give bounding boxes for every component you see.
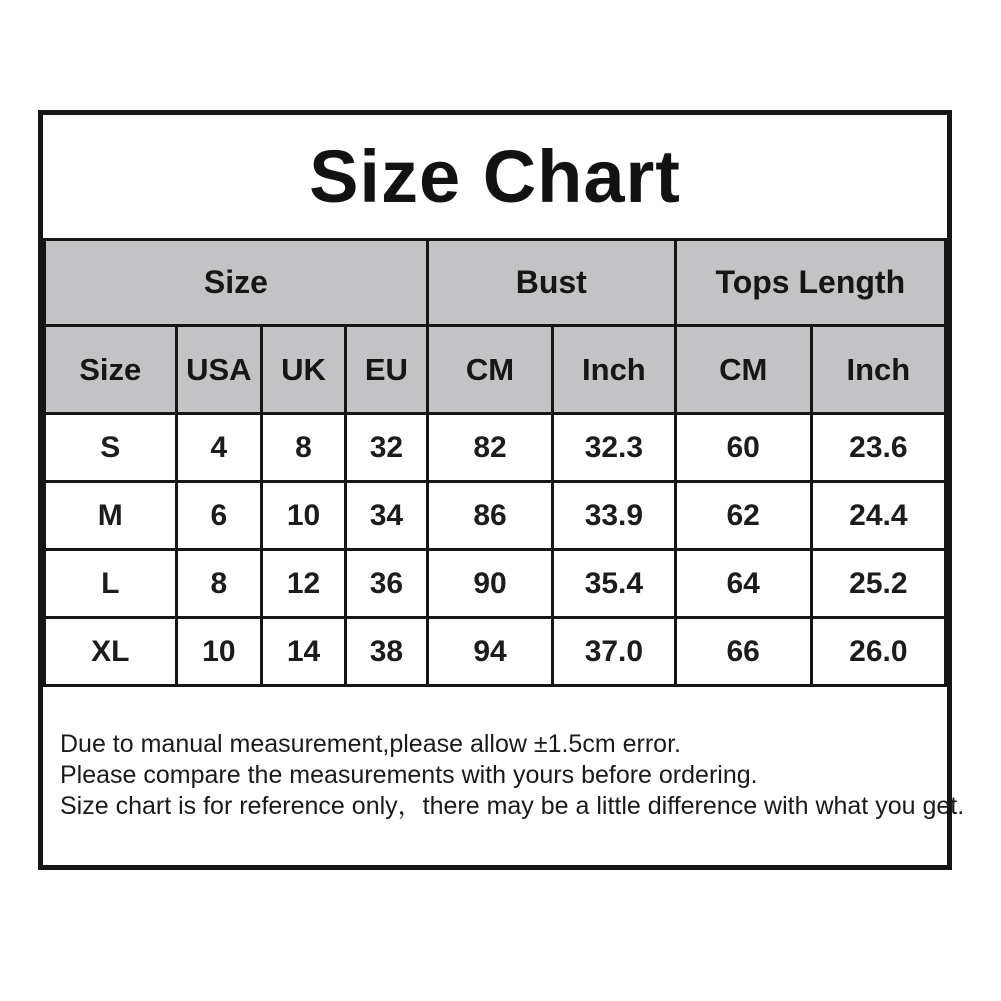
cell-usa: 10 <box>176 618 262 686</box>
group-header-size: Size <box>45 240 428 326</box>
cell-usa: 4 <box>176 414 262 482</box>
cell-length-cm: 64 <box>675 550 811 618</box>
cell-length-inch: 24.4 <box>811 482 945 550</box>
cell-bust-inch: 33.9 <box>553 482 676 550</box>
page-title: Size Chart <box>309 135 681 218</box>
cell-size: S <box>45 414 177 482</box>
note-line-1: Due to manual measurement,please allow ±1.5cm error. <box>60 730 681 758</box>
cell-bust-cm: 86 <box>427 482 552 550</box>
cell-bust-cm: 94 <box>427 618 552 686</box>
col-header-bust-cm: CM <box>427 326 552 414</box>
note-line-3: Size chart is for reference only，there may be a little difference with what you get. <box>60 792 965 820</box>
cell-eu: 34 <box>345 482 427 550</box>
col-header-uk: UK <box>262 326 346 414</box>
cell-length-inch: 25.2 <box>811 550 945 618</box>
table-row-s <box>45 414 946 482</box>
col-header-length-inch: Inch <box>811 326 945 414</box>
table-row-l <box>45 550 946 618</box>
cell-uk: 12 <box>262 550 346 618</box>
cell-bust-inch: 32.3 <box>553 414 676 482</box>
table-row-xl <box>45 618 946 686</box>
size-table <box>43 238 947 687</box>
cell-bust-cm: 90 <box>427 550 552 618</box>
cell-eu: 38 <box>345 618 427 686</box>
measurement-notes <box>43 687 965 865</box>
cell-length-cm: 60 <box>675 414 811 482</box>
cell-length-cm: 62 <box>675 482 811 550</box>
cell-uk: 14 <box>262 618 346 686</box>
cell-usa: 8 <box>176 550 262 618</box>
table-row-m <box>45 482 946 550</box>
cell-size: L <box>45 550 177 618</box>
note-line-2: Please compare the measurements with yours before ordering. <box>60 761 758 789</box>
cell-size: XL <box>45 618 177 686</box>
cell-bust-inch: 37.0 <box>553 618 676 686</box>
size-chart-frame <box>38 110 965 870</box>
cell-eu: 32 <box>345 414 427 482</box>
col-header-bust-inch: Inch <box>553 326 676 414</box>
cell-length-cm: 66 <box>675 618 811 686</box>
cell-eu: 36 <box>345 550 427 618</box>
cell-uk: 8 <box>262 414 346 482</box>
cell-usa: 6 <box>176 482 262 550</box>
col-header-eu: EU <box>345 326 427 414</box>
cell-length-inch: 23.6 <box>811 414 945 482</box>
cell-bust-cm: 82 <box>427 414 552 482</box>
group-header-bust: Bust <box>427 240 675 326</box>
cell-uk: 10 <box>262 482 346 550</box>
col-header-size: Size <box>45 326 177 414</box>
group-header-tops-length: Tops Length <box>675 240 945 326</box>
col-header-length-cm: CM <box>675 326 811 414</box>
cell-length-inch: 26.0 <box>811 618 945 686</box>
cell-size: M <box>45 482 177 550</box>
column-header-row <box>45 326 946 414</box>
group-header-row <box>45 240 946 326</box>
cell-bust-inch: 35.4 <box>553 550 676 618</box>
col-header-usa: USA <box>176 326 262 414</box>
